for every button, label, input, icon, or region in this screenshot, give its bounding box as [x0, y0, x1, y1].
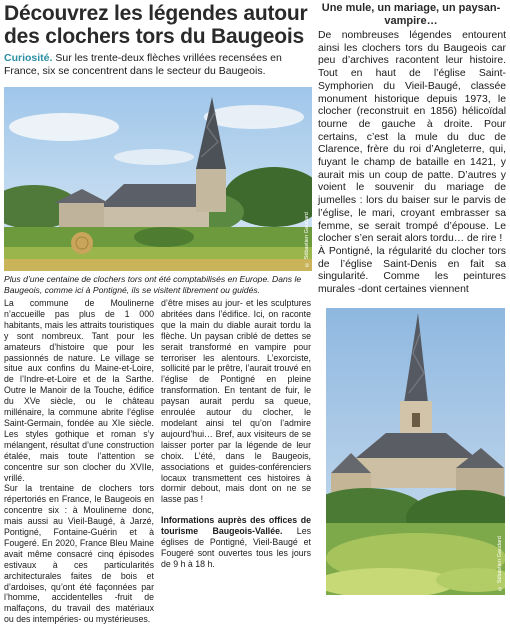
- article-column-2: [161, 298, 311, 570]
- article-title: Découvrez les légendes autour des clochers tors du Baugeois: [4, 2, 308, 48]
- section-subtitle: Une mule, un mariage, un paysan-vampire…: [321, 2, 501, 27]
- info-paragraph: [161, 515, 311, 570]
- rcol-paragraph-1: De nombreuses légendes entourent ainsi les clochers tors du Baugeois car peu d’archives racontent leur histoire. Tout en haut de l’église Saint-Symphorien du Vieil-Baugé, classée monument historique depuis 1973, le clocher (reconstruit en 1856) hélicoïdal tourne de gauche à droite. Pour certains, c’est la mule du duc de Clarence, frère du roi d’Angleterre, qui, fuyant le champ de bataille en 1421, y aurait mis un coup de patte. D’autres y voient le souvenir du mariage de jumelles : lors du baiser sur le parvis de l’église, le mari, croyant embrasser sa femme, se serait trompé d’épouse. Le clocher s’en serait alors tordu… de rire !: [318, 30, 506, 245]
- article-column-1: [4, 298, 154, 625]
- intro-paragraph: [4, 52, 310, 78]
- info-text: Les églises de Pontigné, Vieil-Baugé et Fougeré sont ouvertes tous les jours de 9 h à 18 h.: [161, 526, 311, 569]
- intro-text: Sur les trente-deux flèches vrillées recensées en France, six se concentrent dans le secteur du Baugeois.: [4, 52, 282, 77]
- church-illustration: [4, 87, 312, 271]
- photo-credit-2: © Sébastien Gaudard: [497, 536, 503, 591]
- church-tower-illustration: [326, 308, 505, 595]
- church-photo-pontigne: [4, 87, 312, 271]
- rcol-paragraph-2: À Pontigné, la régularité du clocher tors de l’église Saint-Denis en fait sa singularité. Comme les peintures murales -dont certaines viennent: [318, 245, 506, 296]
- article-column-3: [318, 30, 506, 297]
- photo-caption: Plus d’une centaine de clochers tors ont été comptabilisés en Europe. Dans le Baugeois, comme ici à Pontigné, ils se visitent librement ou guidés.: [4, 274, 302, 295]
- intro-kicker: Curiosité.: [4, 52, 53, 64]
- photo-credit: © Sébastien Gaudard: [304, 212, 310, 267]
- info-bold: Informations auprès des offices de tourisme Baugeois-Vallée.: [161, 515, 311, 537]
- col1-paragraph-2: Sur la trentaine de clochers tors répertoriés en France, le Baugeois en concentre six : à Moulinerne donc, mais aussi au Vieil-Baugé, à Jarzé, Pontigné, Fontaine-Guérin et à Fougeré. En 2020, France Bleu Maine avait même consacré cinq épisodes estivaux à ces particularités architecturales faites de bois et d’ardoises, qu’ont été façonnées par l’homme, accidentelles -fruit de malfaçons, du travail des matériaux ou des intempéries- ou mystérieuses.: [4, 483, 154, 625]
- col1-paragraph-1: La commune de Moulinerne n’accueille pas plus de 1 000 habitants, mais les attraits touristiques y sont nombreux. Tant pour les amateurs d’histoire que pour les passionnés de nature. Le village se situe aux confins du Maine-et-Loire, de l’Indre-et-Loire et de la Sarthe. Outre le Manoir de la Touche, édifice du XVe siècle, ou le château millénaire, la commune abrite l’église Saint-Germain, fondée au XIe siècle. Les styles gothique et roman s’y mélangent, résultat d’une construction étalée, mais toute l’attention se concentre sur son clocher du XVIIe, vrillé.: [4, 298, 154, 483]
- col2-paragraph-1: d’être mises au jour- et les sculptures abritées dans l’édifice. Ici, on raconte que la main du diable aurait tordu la flèche. Un paysan criblé de dettes se serait transformé en vampire pour terroriser les alentours. L’exorciste, sollicité par le prêtre, l’aurait trouvé en l’église de Pontigné en pleine transformation. En tentant de fuir, le paysan aurait perdu sa queue, enroulée autour du clocher, le modelant ainsi tel qu’on l’admire aujourd’hui… Bref, aux visiteurs de se laisser porter par la légende de leur choix. L’été, dans le Baugeois, associations et guides-conférenciers locaux transmettent ces histoires à dormir debout, mais dont on ne se lasse pas !: [161, 298, 311, 505]
- church-photo-vieil-bauge: [326, 308, 505, 595]
